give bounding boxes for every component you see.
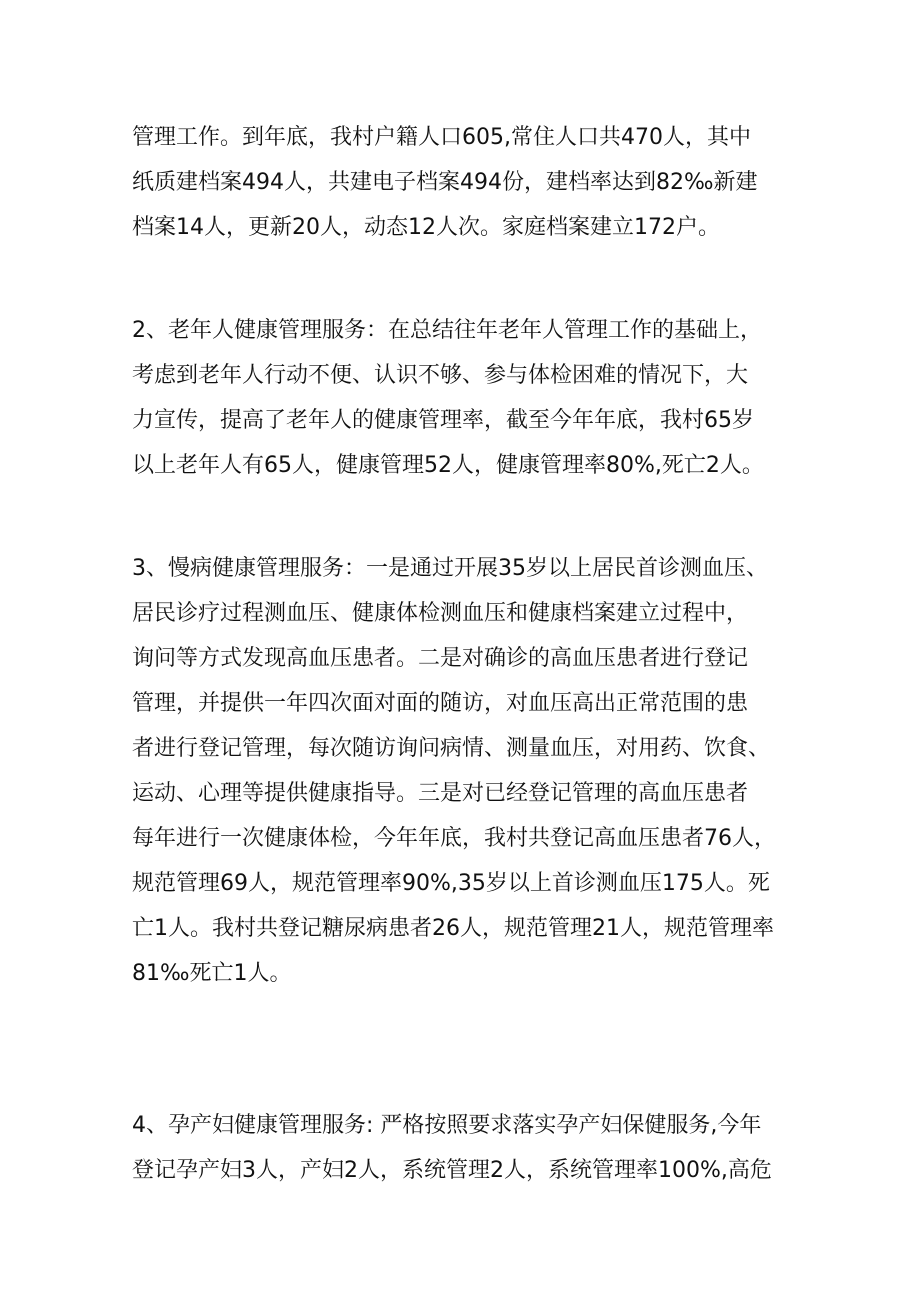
paragraph-elderly-health	[132, 308, 812, 488]
text-line: 2、老年人健康管理服务：在总结往年老年人管理工作的基础上，	[132, 318, 762, 343]
text-line: 亡1人。我村共登记糖尿病患者26人，规范管理21人，规范管理率	[132, 916, 774, 941]
text-line: 81‰死亡1人。	[132, 961, 292, 986]
text-line: 档案14人，更新20人，动态12人次。家庭档案建立172户。	[132, 215, 720, 240]
paragraph-chronic-disease	[132, 546, 812, 996]
text-line: 考虑到老年人行动不便、认识不够、参与体检困难的情况下，大	[132, 363, 749, 388]
text-line: 登记孕产妇3人，产妇2人，系统管理2人，系统管理率100%,高危	[132, 1158, 772, 1183]
text-line: 居民诊疗过程测血压、健康体检测血压和健康档案建立过程中，	[132, 601, 749, 626]
text-line: 管理工作。到年底，我村户籍人口605,常住人口共470人，其中	[132, 125, 751, 150]
text-line: 每年进行一次健康体检，今年年底，我村共登记高血压患者76人，	[132, 826, 776, 851]
paragraph-maternal-health	[132, 1103, 812, 1193]
text-line: 力宣传，提高了老年人的健康管理率，截至今年年底，我村65岁	[132, 408, 754, 433]
text-line: 者进行登记管理，每次随访询问病情、测量血压，对用药、饮食、	[132, 736, 771, 761]
text-line: 3、慢病健康管理服务：一是通过开展35岁以上居民首诊测血压、	[132, 556, 768, 581]
text-line: 询问等方式发现高血压患者。二是对确诊的高血压患者进行登记	[132, 646, 749, 671]
text-line: 纸质建档案494人，共建电子档案494份，建档率达到82‰新建	[132, 170, 758, 195]
text-line: 运动、心理等提供健康指导。三是对已经登记管理的高血压患者	[132, 781, 749, 806]
paragraph-health-records	[132, 115, 812, 250]
text-line: 4、孕产妇健康管理服务: 严格按照要求落实孕产妇保健服务,今年	[132, 1113, 762, 1138]
text-line: 规范管理69人，规范管理率90%,35岁以上首诊测血压175人。死	[132, 871, 770, 896]
text-line: 以上老年人有65人，健康管理52人，健康管理率80%,死亡2人。	[132, 453, 764, 478]
text-line: 管理，并提供一年四次面对面的随访，对血压高出正常范围的患	[132, 691, 749, 716]
